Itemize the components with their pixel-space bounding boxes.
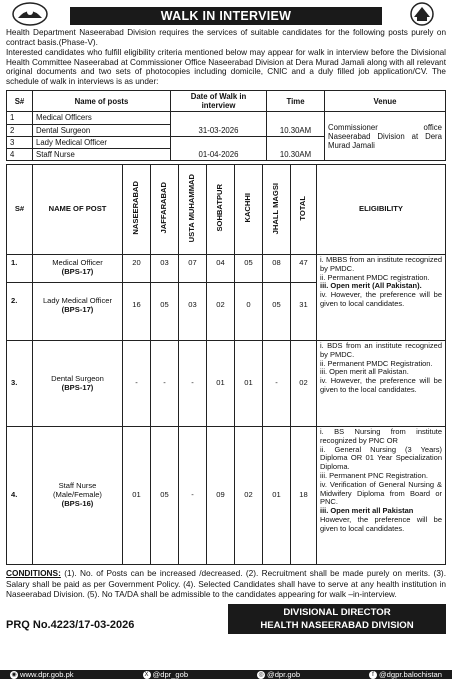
post-title: Dental Surgeon <box>51 373 104 383</box>
value-naseerabad: - <box>123 341 151 427</box>
eligibility-item: i. BS Nursing from institute recognized by PNC OR <box>320 427 442 445</box>
value-jhall-magsi: 05 <box>263 283 291 341</box>
eligibility-item: However, the preference will be given to local candidates. <box>320 514 442 533</box>
eligibility-item: i. MBBS from an institute recognized by PMDC. <box>320 255 442 273</box>
value-usta-muhammad: 03 <box>179 283 207 341</box>
value-sohbatpur: 02 <box>207 283 235 341</box>
schedule-sn: 4 <box>7 149 33 161</box>
schedule-header-post: Name of posts <box>33 91 171 112</box>
director-signature-block <box>228 604 446 634</box>
eligibility-item: iv. However, the preference will be given to local candidates. <box>320 290 442 309</box>
value-jhall-magsi: 08 <box>263 255 291 283</box>
facebook-icon: f <box>369 671 377 679</box>
eligibility-item: iii. Permanent PNC Registration. <box>320 471 428 481</box>
post-bps: (BPS-16) <box>61 499 94 509</box>
value-jaffarabad: 03 <box>151 255 179 283</box>
value-usta-muhammad: - <box>179 427 207 565</box>
posts-header-naseerabad: NASEERABAD <box>131 181 141 235</box>
facebook-link[interactable]: f @dgpr.balochistan <box>369 671 442 679</box>
header <box>6 2 446 26</box>
row-post-name <box>33 255 123 283</box>
value-kachhi: 0 <box>235 283 263 341</box>
eligibility-item: iii. Open merit all Pakistan <box>320 506 414 516</box>
post-title: Staff Nurse <box>58 481 97 491</box>
schedule-time: 10.30AM <box>267 112 325 136</box>
schedule-header-time: Time <box>267 91 325 112</box>
instagram-link[interactable]: ◎ @dpr.gob <box>258 670 301 679</box>
post-subtitle: (Male/Female) <box>53 490 102 500</box>
schedule-post: Medical Officers <box>33 112 171 124</box>
government-emblem-icon <box>10 2 50 26</box>
posts-header-kachhi: KACHHI <box>243 193 253 223</box>
value-jhall-magsi: 01 <box>263 427 291 565</box>
table-row <box>7 341 446 427</box>
post-title: Medical Officer <box>52 258 103 268</box>
value-total: 18 <box>291 427 317 565</box>
advertisement-page <box>0 2 452 679</box>
value-kachhi: 05 <box>235 255 263 283</box>
posts-table <box>6 164 446 565</box>
eligibility-item: ii. Permanent PMDC registration. <box>320 272 430 282</box>
x-icon: X <box>144 672 149 679</box>
table-row <box>7 427 446 565</box>
prq-number: PRQ No.4223/17-03-2026 <box>6 619 135 632</box>
schedule-date: 31-03-2026 <box>171 112 267 136</box>
value-sohbatpur: 04 <box>207 255 235 283</box>
value-naseerabad: 20 <box>123 255 151 283</box>
eligibility-item: ii. Permanent PMDC Registration. <box>320 358 433 368</box>
schedule-sn: 1 <box>7 112 33 124</box>
schedule-table <box>6 90 446 161</box>
schedule-row <box>7 112 446 124</box>
page-title: WALK IN INTERVIEW <box>70 7 382 25</box>
schedule-post: Lady Medical Officer <box>33 136 171 148</box>
eligibility-item: i. BDS from an institute recognized by PMDC. <box>320 341 442 359</box>
posts-header-name: NAME OF POST <box>33 165 123 255</box>
schedule-header-sn: S# <box>7 91 33 112</box>
schedule-post: Staff Nurse <box>33 149 171 161</box>
eligibility-item: iii. Open merit all Pakistan. <box>320 367 409 377</box>
post-bps: (BPS-17) <box>61 305 94 315</box>
intro-text <box>6 28 446 87</box>
schedule-sn: 2 <box>7 124 33 136</box>
x-link[interactable]: X @dpr_gob <box>144 670 189 679</box>
value-jaffarabad: 05 <box>151 283 179 341</box>
row-post-name <box>33 427 123 565</box>
value-usta-muhammad: 07 <box>179 255 207 283</box>
social-bar <box>0 670 452 679</box>
posts-header-jhall-magsi: JHALL MAGSI <box>271 182 281 234</box>
posts-header-sn: S# <box>7 165 33 255</box>
row-post-name <box>33 341 123 427</box>
schedule-header-venue: Venue <box>325 91 446 112</box>
conditions-label: CONDITIONS: <box>6 568 61 579</box>
posts-header-eligibility: ELIGIBILITY <box>317 165 446 255</box>
value-usta-muhammad: - <box>179 341 207 427</box>
website-link[interactable]: ◉ www.dpr.gob.pk <box>11 670 74 679</box>
row-sn: 3. <box>7 341 33 427</box>
instagram-icon: ◎ <box>258 672 264 679</box>
eligibility-item: ii. General Nursing (3 Years) Diploma OR 01 Year Specialization Diploma. <box>320 444 442 472</box>
posts-header-jaffarabad: JAFFARABAD <box>159 182 169 234</box>
value-jhall-magsi: - <box>263 341 291 427</box>
value-jaffarabad: 05 <box>151 427 179 565</box>
eligibility-cell <box>317 255 446 341</box>
schedule-sn: 3 <box>7 136 33 148</box>
value-naseerabad: 16 <box>123 283 151 341</box>
posts-header-sohbatpur: SOHBATPUR <box>215 184 225 232</box>
schedule-header-date: Date of Walk in interview <box>171 91 267 112</box>
table-row <box>7 255 446 283</box>
post-title: Lady Medical Officer <box>42 296 113 306</box>
row-post-name <box>33 283 123 341</box>
value-kachhi: 01 <box>235 341 263 427</box>
schedule-post: Dental Surgeon <box>33 124 171 136</box>
eligibility-item: iv. However, the preference will be given to the local candidates. <box>320 376 442 395</box>
value-jaffarabad: - <box>151 341 179 427</box>
conditions-text <box>6 568 446 599</box>
footer <box>6 601 446 637</box>
eligibility-cell <box>317 427 446 565</box>
schedule-time: 10.30AM <box>267 136 325 160</box>
director-department: HEALTH NASEERABAD DIVISION <box>260 620 414 632</box>
balochistan-seal-icon <box>402 2 442 26</box>
value-sohbatpur: 09 <box>207 427 235 565</box>
value-sohbatpur: 01 <box>207 341 235 427</box>
row-sn: 2. <box>7 283 33 341</box>
value-total: 47 <box>291 255 317 283</box>
posts-header-usta-muhammad: USTA MUHAMMAD <box>187 174 197 243</box>
value-total: 02 <box>291 341 317 427</box>
eligibility-item: iii. Open merit (All Pakistan). <box>320 281 422 291</box>
posts-header-total: TOTAL <box>298 195 308 221</box>
value-kachhi: 02 <box>235 427 263 565</box>
schedule-date: 01-04-2026 <box>171 136 267 160</box>
row-sn: 1. <box>7 255 33 283</box>
intro-paragraph-1: Health Department Naseerabad Division requires the services of suitable candidates for the following posts purely on contract basis.(Phase-V). <box>6 28 446 47</box>
schedule-venue: Commissioner office Naseerabad Division at Dera Murad Jamali <box>325 112 446 161</box>
post-bps: (BPS-17) <box>61 382 94 392</box>
value-naseerabad: 01 <box>123 427 151 565</box>
value-total: 31 <box>291 283 317 341</box>
row-sn: 4. <box>7 427 33 565</box>
eligibility-item: iv. Verification of General Nursing & Midwifery Diploma from Board or PNC. <box>320 479 442 507</box>
eligibility-cell <box>317 341 446 427</box>
intro-paragraph-2: Interested candidates who fulfill eligibility criteria mentioned below may appear for walk in interview before the Divisional Health Committee Naseerabad at Commissioner Office Naseerabad Division at Dera Murad Jamali along with all relevant original documents and two sets of photocopies including domicile, CNIC and a duly filled job application/CV. The schedule of walk in interviews is as under: <box>6 47 446 87</box>
director-title: DIVISIONAL DIRECTOR <box>283 607 391 619</box>
globe-icon: ◉ <box>11 672 17 679</box>
conditions-body: (1). No. of Posts can be increased /decreased. (2). Recruitment shall be made purely on merits. (3). Salary shall be paid as per Government Policy. (4). Selected Candidates shall have to serve at any health institution in Naseerabad Division. (5). No TA/DA shall be admissible to the candidates appearing for walk –in-interview. <box>6 568 446 599</box>
post-bps: (BPS-17) <box>61 267 94 277</box>
